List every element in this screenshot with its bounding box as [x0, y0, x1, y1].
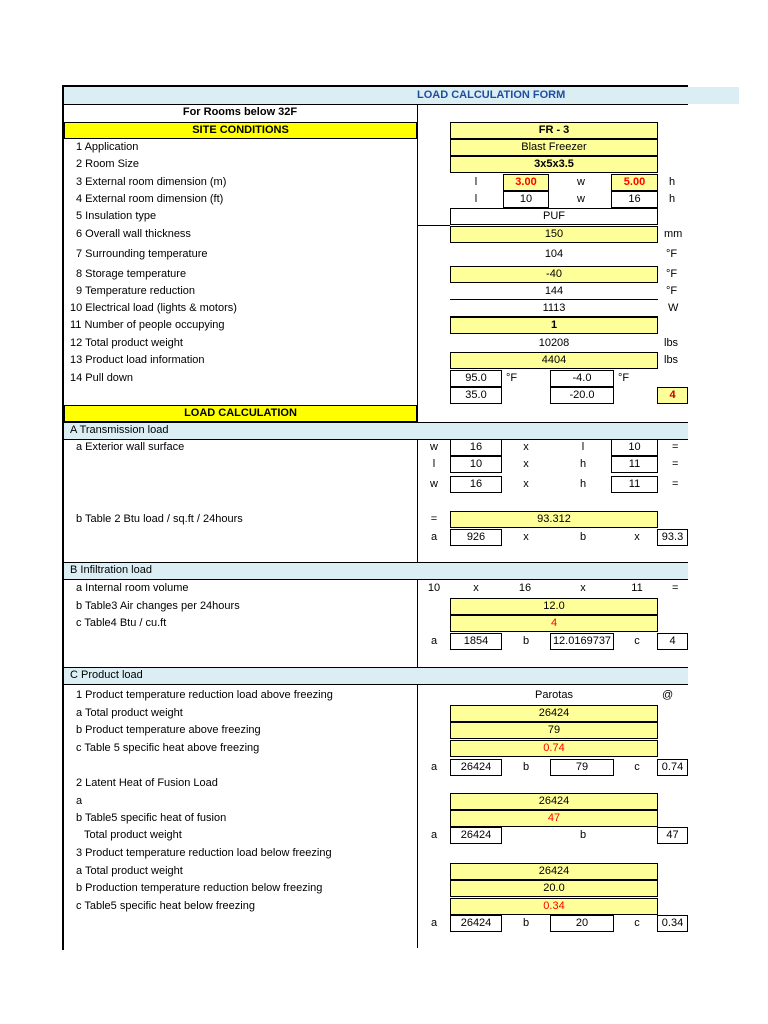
wall-thickness-value: 150: [450, 226, 658, 243]
column-divider: [417, 103, 418, 948]
product-header: C Product load: [70, 669, 143, 681]
t1-x: x: [523, 441, 529, 453]
people-value: 1: [450, 317, 658, 334]
t2-v1: 10: [450, 456, 502, 473]
t2-eq: =: [672, 458, 679, 470]
unit-degf-4: °F: [506, 372, 518, 384]
row-temp-reduction: 9 Temperature reduction: [76, 285, 196, 297]
t2-h: h: [579, 458, 587, 470]
btu-cuft-label: c Table4 Btu / cu.ft: [76, 617, 167, 629]
vol-eq: =: [672, 582, 679, 594]
product-load-value: 4404: [450, 352, 658, 369]
t3-v2: 11: [611, 476, 658, 493]
row-surrounding-temp: 7 Surrounding temperature: [76, 248, 208, 260]
unit-lbs-1: lbs: [664, 337, 679, 349]
transmission-header: A Transmission load: [70, 424, 169, 436]
air-changes-value: 12.0: [450, 598, 658, 615]
row-room-size: 2 Room Size: [76, 158, 139, 170]
infiltration-band: [64, 562, 688, 579]
row-storage-temp: 8 Storage temperature: [76, 268, 187, 280]
c1-a: 26424: [450, 759, 502, 776]
dim-ft-w-value: 16: [611, 191, 658, 208]
btu-eq: =: [430, 513, 438, 525]
btu-load-value: 93.312: [450, 511, 658, 528]
p1b-value: 79: [450, 722, 658, 739]
dim-ft-w-label: w: [577, 193, 585, 205]
p3-label: 3 Product temperature reduction load below freezing: [76, 847, 332, 859]
t3-w: w: [430, 478, 438, 490]
t-calc-b-label: b: [579, 531, 587, 543]
pull-e: 4: [657, 387, 688, 404]
dim-ft-l-label: l: [474, 193, 478, 205]
vol-x1: x: [473, 582, 479, 594]
dim-ft-h-label: h: [669, 193, 676, 205]
c1-a-label: a: [430, 761, 438, 773]
dim-m-l-value: 3.00: [503, 174, 549, 191]
form-title: LOAD CALCULATION FORM: [417, 89, 566, 101]
parotas-label: Parotas: [535, 689, 573, 701]
c2-a: 26424: [450, 827, 502, 844]
i-calc-a: 1854: [450, 633, 502, 650]
row-dim-ft: 4 External room dimension (ft): [76, 193, 224, 205]
t-calc-x2: x: [634, 531, 640, 543]
pull-a: 95.0: [450, 370, 502, 387]
unit-degf-2: °F: [666, 268, 678, 280]
p2a-label: a: [76, 795, 83, 807]
left-border: [62, 85, 64, 950]
c3-b: 20: [550, 915, 614, 932]
product-bottom: [62, 684, 688, 685]
p3b-label: b Production temperature reduction below freezing: [76, 882, 323, 894]
row-application: 1 Application: [76, 141, 139, 153]
product-top: [62, 667, 688, 668]
dim-m-h-label: h: [669, 176, 676, 188]
p3c-value: 0.34: [450, 898, 658, 915]
product-band: [64, 667, 688, 684]
dim-m-w-label: w: [577, 176, 585, 188]
t1-v1: 16: [450, 439, 502, 456]
electrical-load-value: 1113: [542, 302, 566, 314]
row-insulation: 5 Insulation type: [76, 210, 157, 222]
c2-b: 47: [657, 827, 688, 844]
c3-a: 26424: [450, 915, 502, 932]
unit-w: W: [668, 302, 679, 314]
at-symbol: @: [662, 689, 674, 701]
row-product-weight: 12 Total product weight: [70, 337, 183, 349]
t3-h: h: [579, 478, 587, 490]
unit-degf-3: °F: [666, 285, 678, 297]
c2-b-label: b: [579, 829, 587, 841]
p2b-label: b Table5 specific heat of fusion: [76, 812, 227, 824]
row-people: 11 Number of people occupying: [70, 319, 225, 331]
exterior-wall-label: a Exterior wall surface: [76, 441, 185, 453]
t3-x: x: [523, 478, 529, 490]
t1-l: l: [581, 441, 585, 453]
temp-reduction-value: 144: [544, 285, 564, 297]
btu-cuft-value: 4: [450, 615, 658, 632]
c1-b-label: b: [522, 761, 530, 773]
c3-c-label: c: [634, 917, 640, 929]
btu-load-label: b Table 2 Btu load / sq.ft / 24hours: [76, 513, 243, 525]
p2b-value: 47: [450, 810, 658, 827]
p1c-value: 0.74: [450, 740, 658, 757]
t2-x: x: [523, 458, 529, 470]
storage-temp-value: -40: [450, 266, 658, 283]
row-dim-m: 3 External room dimension (m): [76, 176, 227, 188]
dim-ft-l-value: 10: [503, 191, 549, 208]
row-wall-thickness: 6 Overall wall thickness: [76, 228, 191, 240]
t-calc-b: 93.3: [657, 529, 688, 546]
c1-c: 0.74: [657, 759, 688, 776]
p3a-value: 26424: [450, 863, 658, 880]
load-calc-header: LOAD CALCULATION: [64, 405, 417, 422]
p3a-label: a Total product weight: [76, 865, 183, 877]
subtitle: For Rooms below 32F: [182, 106, 298, 118]
wall-leader-line: [417, 225, 450, 226]
c3-a-label: a: [430, 917, 438, 929]
unit-degf-1: °F: [666, 248, 678, 260]
p1-label: 1 Product temperature reduction load above freezing: [76, 689, 333, 701]
vol-3: 11: [631, 582, 643, 594]
c1-c-label: c: [634, 761, 640, 773]
unit-mm: mm: [664, 228, 683, 240]
t3-eq: =: [672, 478, 679, 490]
t2-v2: 11: [611, 456, 658, 473]
c2-a-label: a: [430, 829, 438, 841]
p3c-label: c Table5 specific heat below freezing: [76, 900, 255, 912]
room-volume-label: a Internal room volume: [76, 582, 189, 594]
t-calc-a: 926: [450, 529, 502, 546]
row-electrical-load: 10 Electrical load (lights & motors): [70, 302, 237, 314]
p2c-label: Total product weight: [84, 829, 182, 841]
vol-x2: x: [580, 582, 586, 594]
p2-label: 2 Latent Heat of Fusion Load: [76, 777, 218, 789]
p1a-value: 26424: [450, 705, 658, 722]
c3-c: 0.34: [657, 915, 688, 932]
t-calc-a-label: a: [430, 531, 438, 543]
room-size-value: 3x5x3.5: [450, 156, 658, 173]
insulation-value: PUF: [450, 208, 658, 225]
t3-v1: 16: [450, 476, 502, 493]
t1-v2: 10: [611, 439, 658, 456]
i-calc-b-label: b: [522, 635, 530, 647]
i-calc-c: 4: [657, 633, 688, 650]
dim-m-l-label: l: [474, 176, 478, 188]
vol-2: 16: [518, 582, 532, 594]
site-conditions-header: SITE CONDITIONS: [64, 122, 417, 139]
dim-m-w-value: 5.00: [611, 174, 658, 191]
row-product-load: 13 Product load information: [70, 354, 205, 366]
row-pull-down: 14 Pull down: [70, 372, 133, 384]
surrounding-temp-value: 104: [544, 248, 564, 260]
pull-d: -20.0: [550, 387, 614, 404]
unit-degf-5: °F: [618, 372, 630, 384]
pull-b: -4.0: [550, 370, 614, 387]
p1c-label: c Table 5 specific heat above freezing: [76, 742, 260, 754]
vol-1: 10: [427, 582, 441, 594]
pull-c: 35.0: [450, 387, 502, 404]
room-code: FR - 3: [450, 122, 658, 139]
t1-eq: =: [672, 441, 679, 453]
application-value: Blast Freezer: [450, 139, 658, 156]
i-calc-a-label: a: [430, 635, 438, 647]
p1a-label: a Total product weight: [76, 707, 183, 719]
infiltration-header: B Infiltration load: [70, 564, 152, 576]
title-band: [64, 87, 739, 104]
p3b-value: 20.0: [450, 880, 658, 897]
t1-w: w: [430, 441, 438, 453]
c1-b: 79: [550, 759, 614, 776]
product-weight-value: 10208: [538, 337, 570, 349]
t-calc-x: x: [523, 531, 529, 543]
p2a-value: 26424: [450, 793, 658, 810]
i-calc-c-label: c: [634, 635, 640, 647]
air-changes-label: b Table3 Air changes per 24hours: [76, 600, 240, 612]
c3-b-label: b: [522, 917, 530, 929]
t2-l: l: [432, 458, 436, 470]
i-calc-b: 12.0169737: [550, 633, 614, 650]
infiltration-top: [62, 562, 688, 563]
p1b-label: b Product temperature above freezing: [76, 724, 261, 736]
unit-lbs-2: lbs: [664, 354, 679, 366]
